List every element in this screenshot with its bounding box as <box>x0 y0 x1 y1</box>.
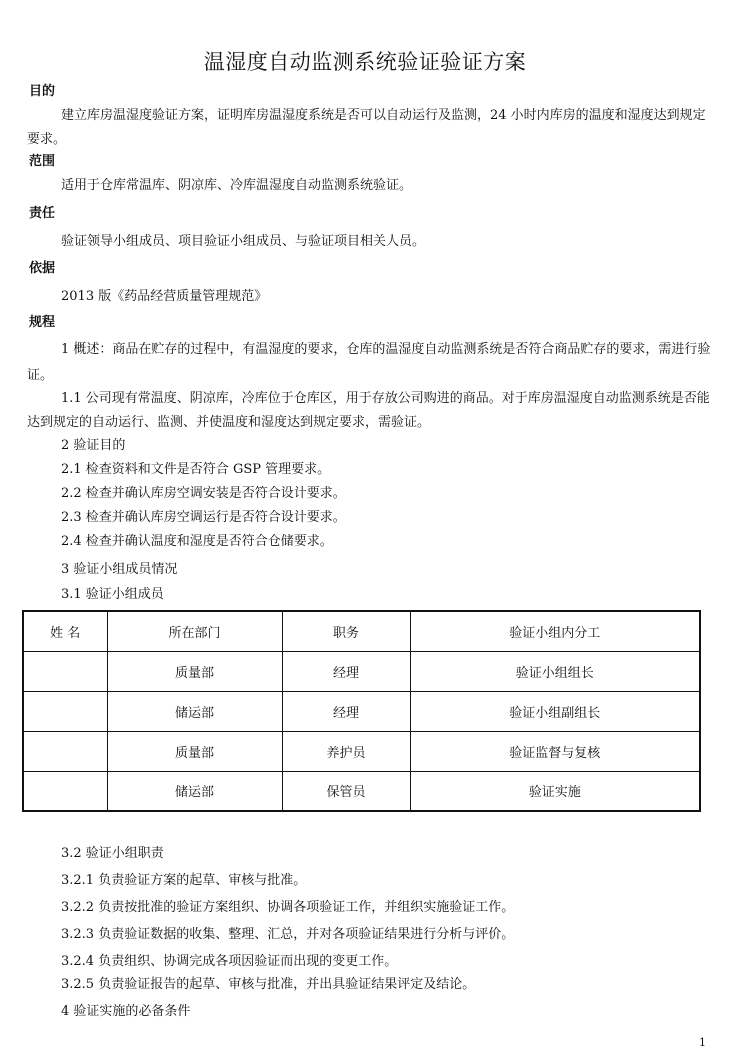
cell-department: 储运部 <box>107 691 282 731</box>
table-row <box>23 771 700 811</box>
table-row <box>23 691 700 731</box>
basis-text: 2013 版《药品经营质量管理规范》 <box>61 289 268 304</box>
cell-position: 经理 <box>282 691 410 731</box>
cell-name <box>23 651 107 691</box>
cell-position: 经理 <box>282 651 410 691</box>
procedure-p3: 3 验证小组成员情况 <box>61 562 178 577</box>
table-row <box>23 731 700 771</box>
procedure-p1: 1 概述：商品在贮存的过程中，有温湿度的要求，仓库的温湿度自动监测系统是否符合商品贮存的要求，需进行验证。 <box>27 342 711 383</box>
cell-role: 验证监督与复核 <box>410 731 700 771</box>
procedure-p2-3: 2.3 检查并确认库房空调运行是否符合设计要求。 <box>61 510 346 525</box>
procedure-p2-2: 2.2 检查并确认库房空调安装是否符合设计要求。 <box>61 486 346 501</box>
cell-role: 验证实施 <box>410 771 700 811</box>
procedure-p2-1: 2.1 检查资料和文件是否符合 GSP 管理要求。 <box>61 462 331 477</box>
procedure-p3-2-4: 3.2.4 负责组织、协调完成各项因验证而出现的变更工作。 <box>61 954 398 969</box>
procedure-p3-1: 3.1 验证小组成员 <box>61 587 164 602</box>
scope-text: 适用于仓库常温库、阴凉库、冷库温湿度自动监测系统验证。 <box>61 178 413 193</box>
purpose-text: 建立库房温湿度验证方案，证明库房温湿度系统是否可以自动运行及监测，24 小时内库房的温度和湿度达到规定要求。 <box>27 108 706 147</box>
cell-department: 储运部 <box>107 771 282 811</box>
procedure-p3-2-2: 3.2.2 负责按批准的验证方案组织、协调各项验证工作，并组织实施验证工作。 <box>61 900 515 915</box>
heading-purpose: 目的 <box>29 84 56 99</box>
cell-department: 质量部 <box>107 731 282 771</box>
procedure-p1-1: 1.1 公司现有常温度、阴凉库，冷库位于仓库区，用于存放公司购进的商品。对于库房温湿度自动监测系统是否能达到规定的自动运行、监测、并使温度和湿度达到规定要求，需验证。 <box>27 391 710 430</box>
cell-position: 养护员 <box>282 731 410 771</box>
cell-position: 保管员 <box>282 771 410 811</box>
heading-procedure: 规程 <box>29 315 56 330</box>
procedure-p4: 4 验证实施的必备条件 <box>61 1004 191 1019</box>
table-header-row <box>23 611 700 651</box>
cell-name <box>23 771 107 811</box>
responsibility-text: 验证领导小组成员、项目验证小组成员、与验证项目相关人员。 <box>61 234 426 249</box>
procedure-p3-2: 3.2 验证小组职责 <box>61 846 164 861</box>
procedure-p3-2-3: 3.2.3 负责验证数据的收集、整理、汇总，并对各项验证结果进行分析与评价。 <box>61 927 515 942</box>
cell-role: 验证小组组长 <box>410 651 700 691</box>
heading-scope: 范围 <box>29 154 56 169</box>
document-title: 温湿度自动监测系统验证验证方案 <box>203 50 527 74</box>
header-name: 姓 名 <box>23 611 107 651</box>
members-table <box>22 610 701 812</box>
procedure-p2: 2 验证目的 <box>61 438 126 453</box>
procedure-p3-2-1: 3.2.1 负责验证方案的起草、审核与批准。 <box>61 873 307 888</box>
heading-responsibility: 责任 <box>29 206 56 221</box>
heading-basis: 依据 <box>29 261 56 276</box>
cell-name <box>23 731 107 771</box>
procedure-p3-2-5: 3.2.5 负责验证报告的起草、审核与批准，并出具验证结果评定及结论。 <box>61 977 476 992</box>
header-position: 职务 <box>282 611 410 651</box>
header-department: 所在部门 <box>107 611 282 651</box>
cell-role: 验证小组副组长 <box>410 691 700 731</box>
table-row <box>23 651 700 691</box>
page-number: 1 <box>699 1036 706 1049</box>
procedure-p2-4: 2.4 检查并确认温度和湿度是否符合仓储要求。 <box>61 534 333 549</box>
header-role: 验证小组内分工 <box>410 611 700 651</box>
cell-department: 质量部 <box>107 651 282 691</box>
cell-name <box>23 691 107 731</box>
